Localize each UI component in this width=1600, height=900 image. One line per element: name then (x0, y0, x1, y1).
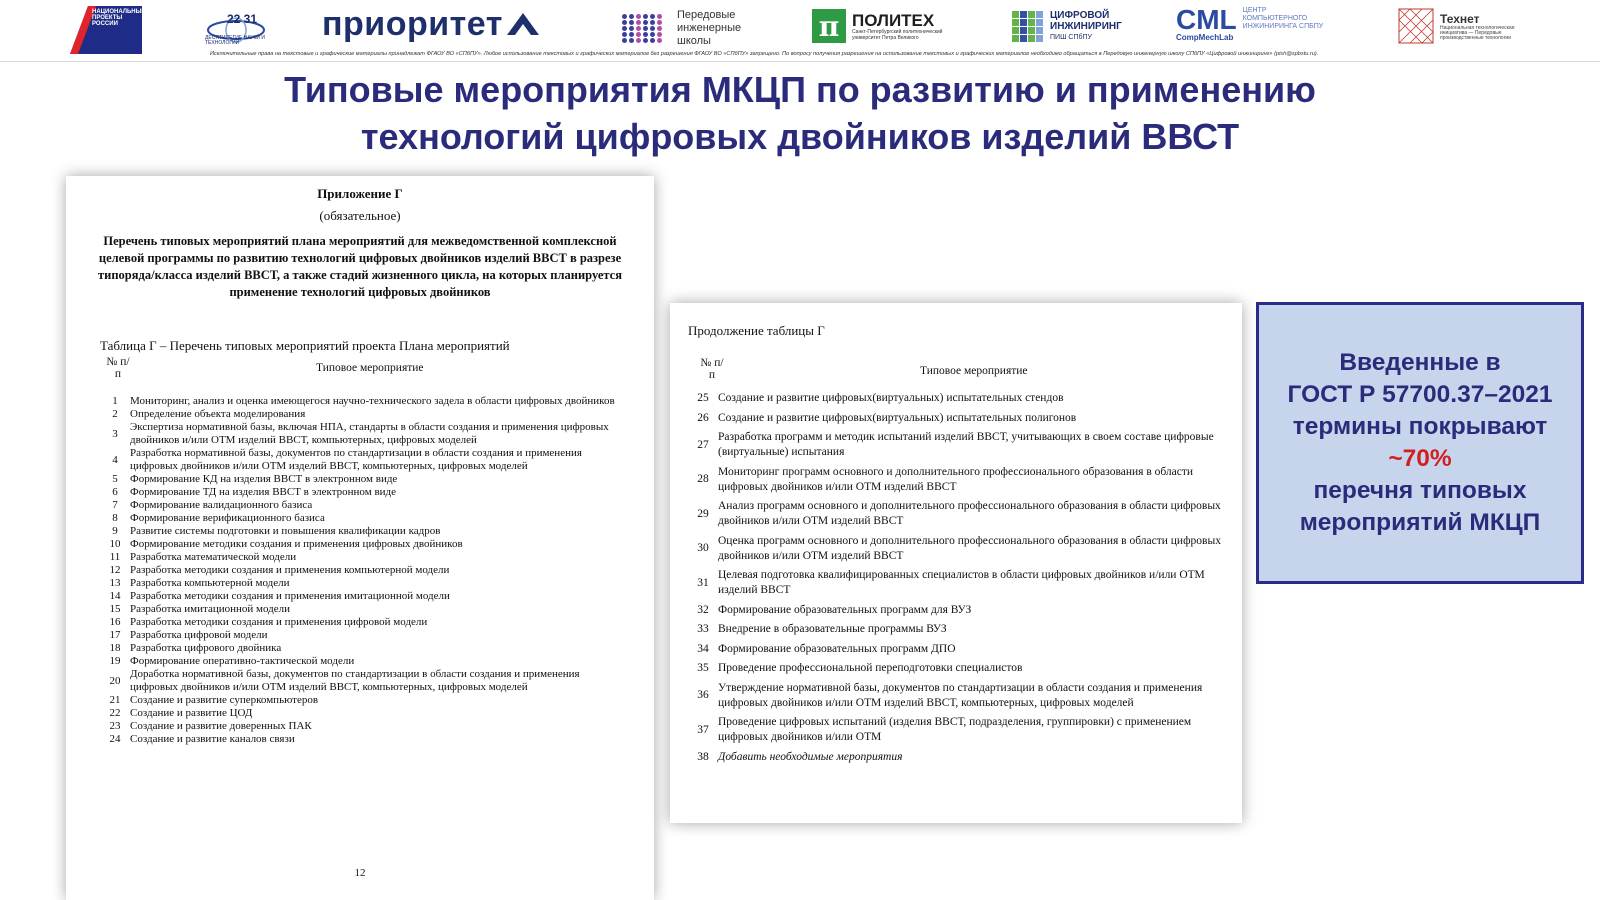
row-number: 35 (697, 662, 709, 674)
national-projects-label: НАЦИОНАЛЬНЫЕ ПРОЕКТЫ РОССИИ (92, 9, 146, 27)
activities-table-part-2 (688, 391, 1224, 769)
gost-coverage-callout (1256, 302, 1584, 584)
table-row (100, 707, 620, 720)
appendix-title: Приложение Г (317, 186, 403, 201)
callout-line-5: мероприятий МКЦП (1299, 509, 1541, 536)
row-number: 15 (109, 603, 121, 615)
row-activity: Формирование оперативно-тактической модели (130, 655, 355, 667)
row-activity: Формирование методики создания и применения цифровых двойников (130, 538, 463, 550)
slide-title (100, 66, 1500, 160)
row-number: 20 (109, 674, 121, 687)
national-projects-logo (70, 6, 146, 54)
column-header-activity: Типовое мероприятие (316, 362, 424, 374)
prioritet-chevron-icon (507, 13, 539, 35)
table-row (100, 590, 620, 603)
table-row (100, 655, 620, 668)
table-row (688, 391, 1224, 406)
table-caption: Таблица Г – Перечень типовых мероприятий проекта Плана мероприятий (100, 338, 510, 353)
row-activity: Разработка математической модели (130, 551, 297, 563)
row-number: 23 (109, 720, 121, 732)
row-activity: Создание и развитие доверенных ПАК (130, 720, 312, 732)
row-number: 11 (109, 551, 121, 563)
row-activity: Мониторинг, анализ и оценка имеющегося научно-технического задела в области цифровых двойников (130, 395, 615, 407)
activities-table-part-1 (100, 395, 620, 746)
row-activity: Формирование ТД на изделия ВВСТ в электронном виде (130, 486, 396, 498)
row-activity: Создание и развитие цифровых(виртуальных) испытательных стендов (718, 392, 1064, 404)
cml-caption: CompMechLab (1176, 32, 1234, 42)
row-activity: Добавить необходимые мероприятия (718, 750, 903, 763)
slide-title-line-1: Типовые мероприятия МКЦП по развитию и применению (284, 69, 1316, 110)
row-activity: Формирование образовательных программ для ВУЗ (718, 603, 972, 616)
table-row (688, 715, 1224, 745)
digital-engineering-label: ЦИФРОВОЙ ИНЖИНИРИНГ ПИШ СПбПУ (1050, 9, 1122, 41)
prioritet-label: приоритет (322, 4, 503, 43)
table-row (688, 499, 1224, 529)
table-row (100, 499, 620, 512)
row-number: 29 (697, 507, 709, 520)
tehnet-label: Технет (1440, 11, 1480, 26)
table-row (100, 616, 620, 629)
polytech-logo (812, 6, 972, 46)
row-activity: Развитие системы подготовки и повышения квалификации кадров (130, 525, 441, 537)
row-number: 3 (112, 427, 118, 440)
row-activity: Формирование валидационного базиса (130, 499, 313, 511)
row-number: 12 (109, 564, 121, 576)
table-row (688, 622, 1224, 637)
row-activity: Формирование КД на изделия ВВСТ в электронном виде (130, 473, 398, 485)
table-row (100, 421, 620, 447)
callout-line-4: перечня типовых (1313, 477, 1527, 504)
table-row (688, 642, 1224, 657)
row-number: 2 (112, 408, 118, 420)
copyright-notice: Исключительные права на текстовые и графические материалы принадлежат ФГАОУ ВО «СПбПУ». Любое использование текстовых и графических материалов без разрешения ФГАОУ ВО «СПбПУ» запрещено. По вопросу получения разрешения на использование текстовых и графических материалов необходимо обращаться в Передовую инженерную школу СПбПУ «Цифровой инжиниринг» (pish@spbstu.ru). (210, 51, 1319, 57)
row-number: 25 (697, 392, 709, 404)
table-row (100, 642, 620, 655)
table-row (100, 486, 620, 499)
table-row (688, 465, 1224, 495)
row-activity: Мониторинг программ основного и дополнительного профессионального образования в области цифровых двойников и/или ОТМ изделий ВВСТ (718, 465, 1194, 493)
row-activity: Разработка методики создания и применения компьютерной модели (130, 564, 450, 576)
appendix-heading: Перечень типовых мероприятий плана мероприятий для межведомственной комплексной целевой программы по развитию технологий цифровых двойников изделий ВВСТ в разрезе типоряда/класса изделий ВВСТ, а также стадий жизненного цикла, на которых планируется применение технологий цифровых двойников (98, 234, 622, 299)
row-number: 21 (109, 694, 121, 706)
table-row (100, 551, 620, 564)
table-row (688, 750, 1224, 765)
row-activity: Разработка программ и методик испытаний изделий ВВСТ, учитывающих в своем составе цифровые (виртуальные) испытания (718, 431, 1214, 458)
table-row (100, 733, 620, 746)
table-row (688, 603, 1224, 618)
row-number: 14 (109, 590, 121, 602)
row-activity: Внедрение в образовательные программы ВУЗ (718, 623, 947, 635)
row-activity: Разработка нормативной базы, документов по стандартизации в области создания и применения цифровых двойников и/или ОТМ изделий ВВСТ, компьютерных, цифровых моделей (130, 447, 582, 472)
callout-line-1: Введенные в (1339, 349, 1501, 376)
tehnet-caption: Национальная технологическая инициатива — Передовые производственные технологии (1440, 24, 1515, 41)
row-number: 27 (697, 438, 709, 451)
decade-years: 22 31 (227, 12, 258, 26)
table-row (100, 538, 620, 551)
digital-engineering-logo (1012, 6, 1122, 46)
cml-side-label: ЦЕНТР КОМПЬЮТЕРНОГО ИНЖИНИРИНГА СПБПУ (1242, 7, 1324, 30)
row-activity: Экспертиза нормативной базы, включая НПА, стандарты в области создания и применения цифровых двойников и/или ОТМ изделий ВВСТ, компьютерных, цифровых моделей (130, 421, 609, 446)
column-header-number: № п/п (106, 356, 130, 380)
table-row (100, 408, 620, 421)
callout-text (1288, 347, 1553, 539)
row-number: 33 (697, 623, 709, 635)
table-row (100, 629, 620, 642)
row-activity: Формирование верификационного базиса (130, 512, 325, 524)
row-number: 5 (112, 473, 118, 485)
row-activity: Утверждение нормативной базы, документов по стандартизации в области создания и применения цифровых двойников и/или ОТМ изделий ВВСТ, компьютерных, цифровых моделей (718, 681, 1203, 709)
row-number: 36 (697, 689, 709, 701)
row-activity: Оценка программ основного и дополнительного профессионального образования в области цифровых двойников и/или ОТМ изделий ВВСТ (718, 534, 1221, 562)
row-activity: Создание и развитие цифровых(виртуальных) испытательных полигонов (718, 411, 1077, 424)
row-number: 10 (109, 538, 121, 550)
table-row (688, 568, 1224, 598)
table-row (100, 577, 620, 590)
row-activity: Создание и развитие каналов связи (130, 733, 295, 745)
table-row (100, 447, 620, 473)
row-number: 34 (697, 642, 709, 655)
table-row (100, 512, 620, 525)
continuation-title: Продолжение таблицы Г (688, 323, 825, 338)
row-number: 37 (697, 723, 709, 736)
row-number: 30 (697, 542, 709, 554)
row-number: 6 (112, 486, 118, 498)
row-activity: Разработка компьютерной модели (130, 577, 290, 589)
row-activity: Анализ программ основного и дополнительного профессионального образования в области цифровых двойников и/или ОТМ изделий ВВСТ (718, 500, 1221, 527)
row-number: 22 (109, 707, 121, 719)
row-activity: Целевая подготовка квалифицированных специалистов в области цифровых двойников и/или ОТМ изделий ВВСТ (718, 569, 1205, 596)
polytech-label: ПОЛИТЕХ (852, 10, 935, 30)
row-number: 4 (112, 453, 118, 466)
cml-label: CML (1176, 3, 1237, 35)
table-row (100, 694, 620, 707)
row-activity: Доработка нормативной базы, документов по стандартизации в области создания и применения цифровых двойников и/или ОТМ изделий ВВСТ, компьютерных, цифровых моделей (130, 668, 580, 693)
row-activity: Разработка цифрового двойника (130, 642, 282, 654)
row-number: 28 (697, 473, 709, 485)
table-row (100, 395, 620, 408)
row-activity: Разработка методики создания и применения имитационной модели (130, 590, 450, 602)
row-activity: Разработка имитационной модели (130, 603, 291, 615)
table-row (688, 411, 1224, 426)
row-number: 26 (697, 411, 709, 424)
table-row (100, 525, 620, 538)
cml-logo (1176, 4, 1323, 44)
row-activity: Создание и развитие ЦОД (130, 707, 253, 719)
tehnet-network-icon (1398, 8, 1434, 44)
header-divider (0, 61, 1600, 62)
row-number: 32 (697, 603, 709, 616)
document-page-continuation (670, 303, 1242, 823)
dots-icon (622, 14, 663, 43)
table-row (100, 473, 620, 486)
row-number: 18 (109, 642, 121, 654)
row-number: 8 (112, 512, 118, 524)
row-number: 38 (697, 750, 709, 763)
table-row (100, 668, 620, 694)
advanced-schools-label: Передовые инженерные школы (677, 8, 742, 47)
callout-line-2: ГОСТ Р 57700.37–2021 (1287, 381, 1553, 408)
appendix-subtitle: (обязательное) (319, 208, 401, 223)
table-row (688, 681, 1224, 711)
table-row (688, 661, 1224, 676)
advanced-engineering-schools-logo (622, 8, 741, 48)
row-activity: Разработка методики создания и применения цифровой модели (130, 616, 428, 628)
row-number: 13 (109, 577, 121, 589)
row-activity: Проведение цифровых испытаний (изделия ВВСТ, подразделения, группировки) с применением цифровых двойников и/или ОТМ (718, 716, 1192, 743)
row-activity: Формирование образовательных программ ДПО (718, 642, 956, 655)
polytech-caption: Санкт-Петербургский политехнический университет Петра Великого (852, 28, 943, 41)
row-number: 7 (112, 499, 118, 511)
decade-caption: ДЕСЯТИЛЕТИЕ НАУКИ И ТЕХНОЛОГИЙ (205, 35, 265, 46)
pi-icon: π (812, 9, 846, 43)
row-number: 24 (109, 733, 121, 745)
callout-line-3: термины покрывают (1292, 413, 1548, 440)
table-row (688, 534, 1224, 564)
logo-bar (0, 0, 1600, 62)
row-activity: Разработка цифровой модели (130, 629, 268, 641)
table-row (100, 564, 620, 577)
table-row (688, 430, 1224, 460)
grid-icon (1012, 11, 1043, 42)
slide-title-line-2: технологий цифровых двойников изделий ВВСТ (360, 116, 1240, 157)
row-activity: Проведение профессиональной переподготовки специалистов (718, 662, 1023, 674)
row-number: 9 (112, 525, 118, 537)
decade-of-science-logo (205, 8, 267, 52)
coverage-percentage: ~70% (1388, 445, 1452, 472)
column-header-number: № п/п (700, 357, 724, 381)
tehnet-logo (1398, 6, 1530, 46)
table-row (100, 603, 620, 616)
row-number: 17 (109, 629, 121, 641)
column-header-activity: Типовое мероприятие (920, 365, 1028, 377)
row-activity: Определение объекта моделирования (130, 408, 306, 420)
table-row (100, 720, 620, 733)
row-number: 31 (697, 576, 709, 589)
row-number: 16 (109, 616, 121, 628)
row-activity: Создание и развитие суперкомпьютеров (130, 694, 319, 706)
prioritet-logo (322, 4, 539, 44)
page-number: 12 (354, 867, 366, 879)
document-page-appendix (66, 176, 654, 900)
row-number: 19 (109, 655, 121, 667)
row-number: 1 (112, 395, 118, 407)
